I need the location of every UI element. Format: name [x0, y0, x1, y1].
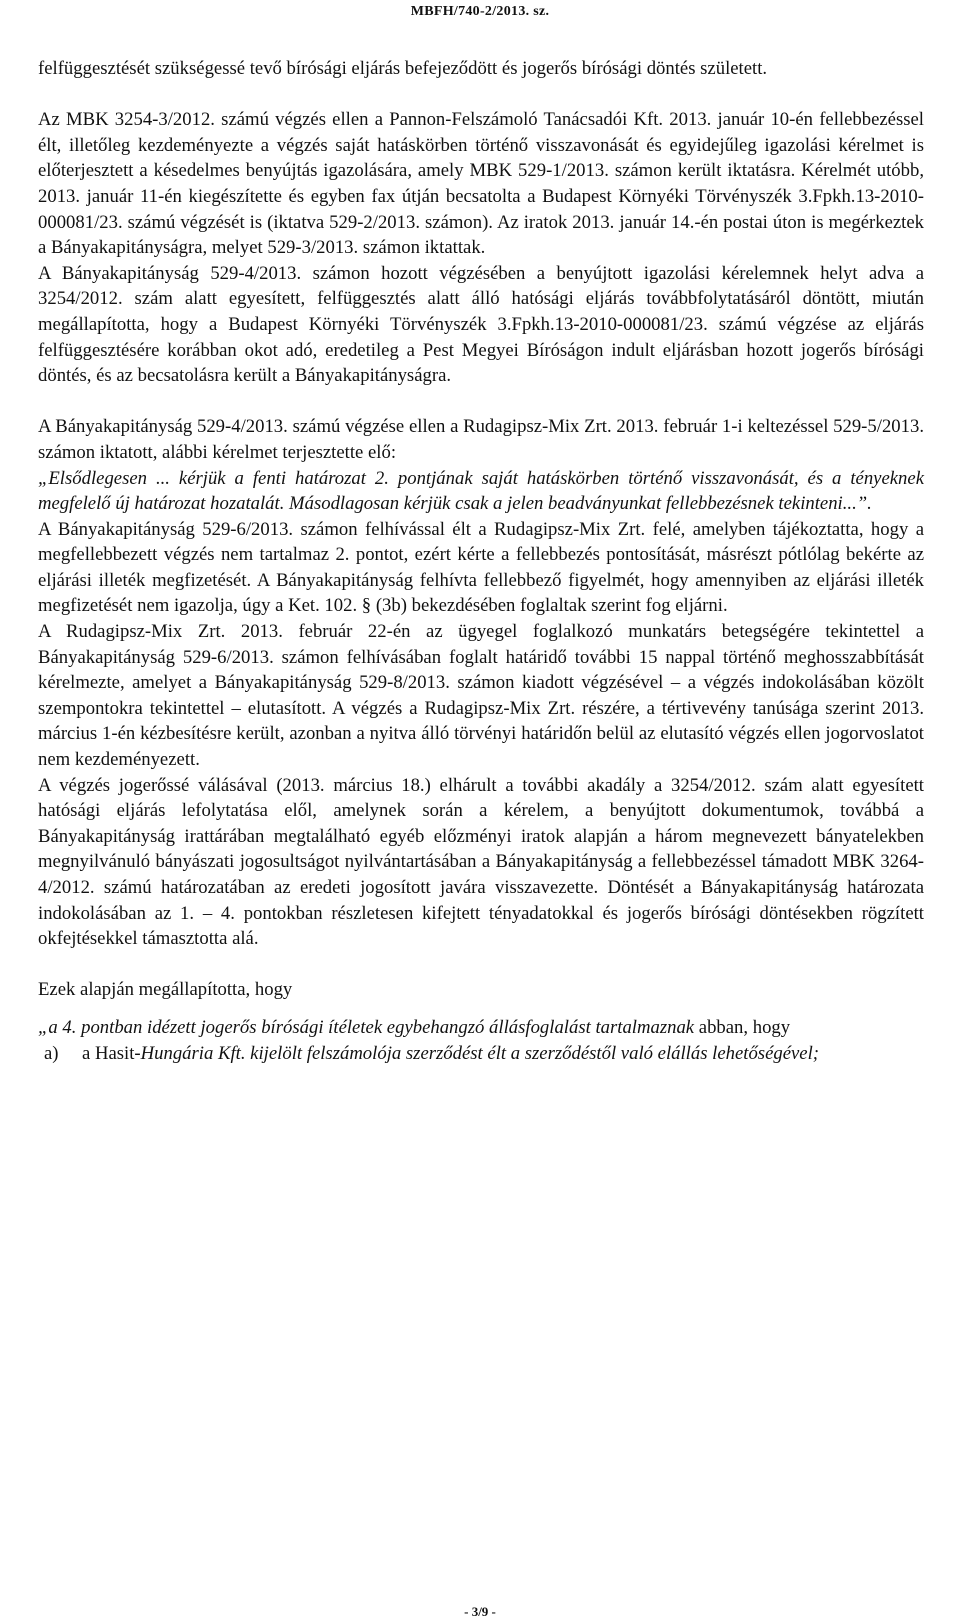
paragraph-10 [38, 1015, 924, 1041]
paragraph-6: A Bányakapitányság 529-6/2013. számon felhívással élt a Rudagipsz-Mix Zrt. felé, amelyben tájékoztatta, hogy a megfellebbezett végzés nem tartalmaz 2. pontot, ezért kérte a fellebbezés pontosítását, másrészt pótlólag bekérte az eljárási illeték megfizetését. A Bányakapitányság felhívta fellebbező figyelmét, hogy amennyiben az eljárási illeték megfizetését nem igazolja, úgy a Ket. 102. § (3b) bekezdésében foglaltak szerint fog eljárni. [38, 518, 924, 617]
paragraph-10-italic: „a 4. pontban idézett jogerős bírósági ítéletek egybehangzó állásfoglalást tartalmaznak [38, 1016, 695, 1038]
paragraph-7: A Rudagipsz-Mix Zrt. 2013. február 22-én az ügyegel foglalkozó munkatárs betegségére tekintettel a Bányakapitányság 529-6/2013. számon felhívásában foglalt határidő további 15 nappal történő meghosszabbítását kérelmezte, amelyet a Bányakapitányság 529-8/2013. számon kiadott végzésével – a végzés indokolásában közölt szempontokra tekintettel – elutasított. A végzés a Rudagipsz-Mix Zrt. részére, a tértivevény tanúsága szerint 2013. március 1-én kézbesítésre került, azonban a nyitva álló törvényi határidőn belül az elutasító végzés ellen jogorvoslatot nem kezdeményezett. [38, 621, 924, 771]
paragraph-5-quote: „Elsődlegesen ... kérjük a fenti határozat 2. pontjának saját hatáskörben történő visszavonását, és a tényeknek megfelelő új határozat hozatalát. Másodlagosan kérjük csak a jelen beadványunkat fellebbezésnek tekinteni...”. [38, 467, 924, 515]
list-item-a-plain: a Hasit- [82, 1042, 141, 1064]
list-item-a [38, 1041, 924, 1067]
paragraph-1: felfüggesztését szükségessé tevő bírósági eljárás befejeződött és jogerős bírósági döntés született. [38, 58, 768, 79]
document-reference-header: MBFH/740-2/2013. sz. [410, 4, 550, 19]
paragraph-9: Ezek alapján megállapította, hogy [38, 979, 293, 1001]
paragraph-2: Az MBK 3254-3/2012. számú végzés ellen a Pannon-Felszámoló Tanácsadói Kft. 2013. január 10-én fellebbezéssel élt, illetőleg kezdeményezte a végzés saját hatáskörben történő visszavonását és egyidejűleg igazolási kérelmet is előterjesztett a késedelmes benyújtás igazolására, amely MBK 529-1/2013. számon került iktatásra. Kérelmét utóbb, 2013. január 11-én kiegészítette és egyben fax útján becsatolta a Budapest Környéki Törvényszék 3.Fpkh.13-2010-000081/23. számú végzését is (iktatva 529-2/2013. számon). Az iratok 2013. január 14.-én postai úton is megérkeztek a Bányakapitányságra, melyet 529-3/2013. számon iktattak. [38, 109, 924, 259]
page-number: - 3/9 - [464, 1604, 496, 1619]
paragraph-10-rest: abban, hogy [698, 1016, 791, 1038]
list-item-a-marker: a) [44, 1042, 59, 1064]
list-item-a-italic: Hungária Kft. kijelölt felszámolója szerződést élt a szerződéstől való elállás lehetőségével; [140, 1042, 820, 1064]
paragraph-4: A Bányakapitányság 529-4/2013. számú végzése ellen a Rudagipsz-Mix Zrt. 2013. február 1-i keltezéssel 529-5/2013. számon iktatott, alábbi kérelmet terjesztette elő: [38, 416, 924, 463]
document-body [38, 56, 924, 1066]
paragraph-3: A Bányakapitányság 529-4/2013. számon hozott végzésében a benyújtott igazolási kérelemnek helyt adva a 3254/2012. szám alatt egyesített, felfüggesztés alatt álló hatósági eljárás továbbfolytatásáról döntött, miután megállapította, hogy a Budapest Környéki Törvényszék 3.Fpkh.13-2010-000081/23. számú végzése az eljárás felfüggesztésére korábban okot adó, eredetileg a Pest Megyei Bíróságon indult eljárásban hozott jogerős bírósági döntés, és az becsatolásra került a Bányakapitányságra. [38, 262, 924, 387]
paragraph-8: A végzés jogerőssé válásával (2013. március 18.) elhárult a további akadály a 3254/2012. szám alatt egyesített hatósági eljárás lefolytatása elől, amelynek során a kérelem, a benyújtott dokumentumok, továbbá a Bányakapitányság irattárában megtalálható egyéb előzményi iratok alapján a három megnevezett bányatelekben megnyilvánuló bányászati jogosultságot nyilvántartásában a Bányakapitányság a fellebbezéssel támadott MBK 3264-4/2012. számú határozatában az eredeti jogosított javára visszavezette. Döntését a Bányakapitányság határozata indokolásában az 1. – 4. pontokban részletesen kifejtett tényadatokkal és jogerős bírósági döntésekben rögzített okfejtésekkel támasztotta alá. [38, 774, 924, 950]
